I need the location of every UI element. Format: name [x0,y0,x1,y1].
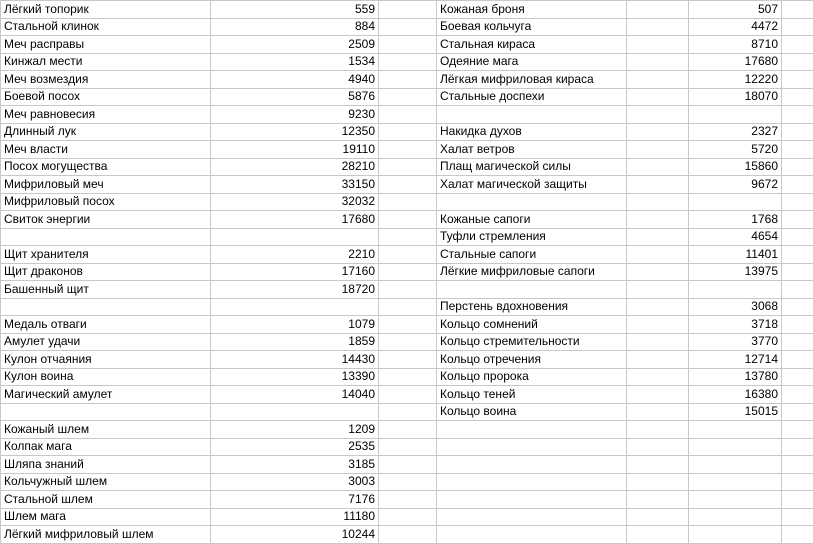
empty-cell[interactable] [627,141,689,159]
empty-cell[interactable] [627,368,689,386]
empty-cell[interactable] [782,71,813,89]
item-price-cell[interactable]: 12350 [211,123,379,141]
table-row [1,246,813,264]
item-price-cell[interactable]: 15015 [689,403,782,421]
item-price-cell[interactable]: 33150 [211,176,379,194]
empty-cell[interactable] [627,351,689,369]
empty-cell[interactable] [627,386,689,404]
table-row [1,333,813,351]
empty-cell[interactable] [627,491,689,509]
item-price-cell[interactable]: 28210 [211,158,379,176]
table-row [1,71,813,89]
item-price-cell[interactable]: 16380 [689,386,782,404]
item-price-cell[interactable]: 18070 [689,88,782,106]
empty-cell[interactable] [379,473,437,491]
empty-cell[interactable] [379,141,437,159]
item-price-cell[interactable]: 8710 [689,36,782,54]
item-name-cell[interactable] [437,491,627,509]
item-price-cell[interactable]: 13390 [211,368,379,386]
empty-cell[interactable] [782,88,813,106]
empty-cell[interactable] [627,263,689,281]
empty-cell[interactable] [782,473,813,491]
empty-cell[interactable] [627,316,689,334]
empty-cell[interactable] [627,88,689,106]
item-price-cell[interactable]: 2327 [689,123,782,141]
table-row [1,36,813,54]
item-price-cell[interactable]: 7176 [211,491,379,509]
empty-cell[interactable] [379,106,437,124]
empty-cell[interactable] [627,176,689,194]
empty-cell[interactable] [782,18,813,36]
item-name-cell[interactable] [1,228,211,246]
item-name-cell[interactable]: Стальные доспехи [437,88,627,106]
empty-cell[interactable] [782,263,813,281]
item-name-cell[interactable]: Кожаный шлем [1,421,211,439]
table-row [1,193,813,211]
table-row [1,176,813,194]
item-price-cell[interactable]: 2509 [211,36,379,54]
item-price-cell[interactable] [689,491,782,509]
empty-cell[interactable] [782,438,813,456]
item-price-cell[interactable]: 9672 [689,176,782,194]
item-price-cell[interactable] [689,508,782,526]
empty-cell[interactable] [379,438,437,456]
item-name-cell[interactable] [437,193,627,211]
item-price-cell[interactable]: 507 [689,1,782,19]
item-name-cell[interactable]: Кожаные сапоги [437,211,627,229]
table-row [1,351,813,369]
empty-cell[interactable] [782,1,813,19]
empty-cell[interactable] [782,508,813,526]
item-name-cell[interactable]: Стальная кираса [437,36,627,54]
empty-cell[interactable] [782,158,813,176]
item-price-cell[interactable]: 13975 [689,263,782,281]
item-price-cell[interactable]: 14040 [211,386,379,404]
table-row [1,526,813,544]
item-name-cell[interactable]: Щит хранителя [1,246,211,264]
empty-cell[interactable] [379,421,437,439]
empty-cell[interactable] [782,246,813,264]
item-price-cell[interactable] [689,456,782,474]
item-name-cell[interactable]: Кулон воина [1,368,211,386]
item-name-cell[interactable]: Стальные сапоги [437,246,627,264]
item-price-cell[interactable]: 19110 [211,141,379,159]
empty-cell[interactable] [379,508,437,526]
item-name-cell[interactable]: Кольцо стремительности [437,333,627,351]
item-name-cell[interactable]: Одеяние мага [437,53,627,71]
item-name-cell[interactable]: Лёгкий топорик [1,1,211,19]
empty-cell[interactable] [782,141,813,159]
table-row [1,123,813,141]
item-name-cell[interactable]: Башенный щит [1,281,211,299]
item-price-cell[interactable]: 5876 [211,88,379,106]
table-row [1,281,813,299]
item-price-cell[interactable]: 3003 [211,473,379,491]
item-price-cell[interactable]: 17680 [211,211,379,229]
item-name-cell[interactable]: Кольчужный шлем [1,473,211,491]
item-price-cell[interactable]: 3718 [689,316,782,334]
empty-cell[interactable] [627,18,689,36]
empty-cell[interactable] [379,456,437,474]
item-name-cell[interactable]: Кинжал мести [1,53,211,71]
table-row [1,211,813,229]
table-row [1,141,813,159]
item-price-cell[interactable]: 10244 [211,526,379,544]
item-price-cell[interactable]: 1768 [689,211,782,229]
item-price-cell[interactable]: 2535 [211,438,379,456]
item-name-cell[interactable]: Халат ветров [437,141,627,159]
item-name-cell[interactable] [437,438,627,456]
table-row [1,473,813,491]
empty-cell[interactable] [379,176,437,194]
item-price-cell[interactable]: 2210 [211,246,379,264]
empty-cell[interactable] [782,123,813,141]
empty-cell[interactable] [782,403,813,421]
item-price-cell[interactable]: 11180 [211,508,379,526]
empty-cell[interactable] [782,228,813,246]
empty-cell[interactable] [627,456,689,474]
table-row [1,456,813,474]
empty-cell[interactable] [627,193,689,211]
empty-cell[interactable] [379,491,437,509]
empty-cell[interactable] [782,456,813,474]
item-name-cell[interactable]: Перстень вдохновения [437,298,627,316]
empty-cell[interactable] [379,36,437,54]
item-name-cell[interactable]: Свиток энергии [1,211,211,229]
item-name-cell[interactable]: Кольцо воина [437,403,627,421]
empty-cell[interactable] [782,491,813,509]
table-row [1,386,813,404]
item-price-cell[interactable]: 884 [211,18,379,36]
item-name-cell[interactable]: Магический амулет [1,386,211,404]
item-name-cell[interactable]: Щит драконов [1,263,211,281]
item-price-cell[interactable]: 1534 [211,53,379,71]
empty-cell[interactable] [627,508,689,526]
empty-cell[interactable] [782,106,813,124]
empty-cell[interactable] [627,403,689,421]
item-name-cell[interactable]: Колпак мага [1,438,211,456]
item-price-cell[interactable] [689,526,782,544]
table-row [1,403,813,421]
item-price-cell[interactable]: 17680 [689,53,782,71]
empty-cell[interactable] [379,351,437,369]
empty-cell[interactable] [627,526,689,544]
empty-cell[interactable] [627,106,689,124]
item-price-cell[interactable]: 3770 [689,333,782,351]
empty-cell[interactable] [379,298,437,316]
item-price-cell[interactable]: 17160 [211,263,379,281]
item-price-cell[interactable]: 5720 [689,141,782,159]
empty-cell[interactable] [379,246,437,264]
empty-cell[interactable] [627,123,689,141]
empty-cell[interactable] [379,1,437,19]
empty-cell[interactable] [782,386,813,404]
empty-cell[interactable] [782,316,813,334]
item-name-cell[interactable]: Посох могущества [1,158,211,176]
table-row [1,88,813,106]
empty-cell[interactable] [379,158,437,176]
item-name-cell[interactable] [437,456,627,474]
item-price-cell[interactable] [689,438,782,456]
item-name-cell[interactable]: Кольцо отречения [437,351,627,369]
empty-cell[interactable] [782,193,813,211]
empty-cell[interactable] [379,333,437,351]
item-price-cell[interactable]: 18720 [211,281,379,299]
empty-cell[interactable] [627,211,689,229]
table-row [1,228,813,246]
item-name-cell[interactable] [437,281,627,299]
item-price-cell[interactable]: 15860 [689,158,782,176]
item-name-cell[interactable] [437,106,627,124]
item-name-cell[interactable]: Лёгкий мифриловый шлем [1,526,211,544]
item-name-cell[interactable]: Стальной шлем [1,491,211,509]
item-name-cell[interactable]: Длинный лук [1,123,211,141]
item-name-cell[interactable]: Лёгкая мифриловая кираса [437,71,627,89]
empty-cell[interactable] [379,53,437,71]
empty-cell[interactable] [782,176,813,194]
item-price-cell[interactable] [689,421,782,439]
item-name-cell[interactable]: Амулет удачи [1,333,211,351]
empty-cell[interactable] [379,386,437,404]
item-name-cell[interactable] [437,526,627,544]
item-price-cell[interactable]: 12714 [689,351,782,369]
empty-cell[interactable] [627,333,689,351]
empty-cell[interactable] [627,473,689,491]
empty-cell[interactable] [782,36,813,54]
item-name-cell[interactable]: Боевой посох [1,88,211,106]
item-price-cell[interactable]: 4940 [211,71,379,89]
table-row [1,298,813,316]
item-name-cell[interactable] [437,421,627,439]
item-price-cell[interactable] [689,106,782,124]
item-price-cell[interactable]: 3185 [211,456,379,474]
table-row [1,158,813,176]
empty-cell[interactable] [627,246,689,264]
item-price-cell[interactable]: 1859 [211,333,379,351]
item-name-cell[interactable] [1,403,211,421]
empty-cell[interactable] [379,316,437,334]
item-name-cell[interactable]: Кольцо теней [437,386,627,404]
empty-cell[interactable] [627,281,689,299]
item-name-cell[interactable]: Меч власти [1,141,211,159]
empty-cell[interactable] [379,263,437,281]
item-name-cell[interactable]: Мифриловый меч [1,176,211,194]
empty-cell[interactable] [379,71,437,89]
item-name-cell[interactable]: Кожаная броня [437,1,627,19]
item-price-cell[interactable] [211,228,379,246]
empty-cell[interactable] [627,158,689,176]
empty-cell[interactable] [379,403,437,421]
item-name-cell[interactable]: Боевая кольчуга [437,18,627,36]
item-name-cell[interactable]: Меч возмездия [1,71,211,89]
empty-cell[interactable] [627,298,689,316]
item-price-cell[interactable]: 4654 [689,228,782,246]
table-row [1,263,813,281]
empty-cell[interactable] [627,228,689,246]
empty-cell[interactable] [782,298,813,316]
item-name-cell[interactable]: Медаль отваги [1,316,211,334]
item-name-cell[interactable]: Кулон отчаяния [1,351,211,369]
table-row [1,1,813,19]
empty-cell[interactable] [782,421,813,439]
item-price-cell[interactable]: 11401 [689,246,782,264]
item-name-cell[interactable]: Меч равновесия [1,106,211,124]
table-row [1,508,813,526]
empty-cell[interactable] [627,1,689,19]
item-price-cell[interactable]: 559 [211,1,379,19]
empty-cell[interactable] [379,211,437,229]
table-row [1,368,813,386]
item-name-cell[interactable] [437,473,627,491]
empty-cell[interactable] [379,228,437,246]
empty-cell[interactable] [379,123,437,141]
table-row [1,438,813,456]
item-price-cell[interactable]: 9230 [211,106,379,124]
empty-cell[interactable] [782,368,813,386]
empty-cell[interactable] [627,421,689,439]
item-name-cell[interactable]: Накидка духов [437,123,627,141]
item-price-cell[interactable]: 13780 [689,368,782,386]
item-name-cell[interactable]: Кольцо сомнений [437,316,627,334]
table-row [1,53,813,71]
empty-cell[interactable] [627,36,689,54]
item-name-cell[interactable]: Мифриловый посох [1,193,211,211]
item-price-cell[interactable]: 14430 [211,351,379,369]
empty-cell[interactable] [379,526,437,544]
empty-cell[interactable] [379,18,437,36]
item-price-cell[interactable]: 12220 [689,71,782,89]
item-price-cell[interactable] [689,281,782,299]
item-name-cell[interactable]: Шлем мага [1,508,211,526]
item-name-cell[interactable]: Плащ магической силы [437,158,627,176]
item-name-cell[interactable]: Стальной клинок [1,18,211,36]
table-row [1,491,813,509]
item-name-cell[interactable]: Кольцо пророка [437,368,627,386]
empty-cell[interactable] [782,53,813,71]
item-name-cell[interactable] [1,298,211,316]
item-name-cell[interactable]: Халат магической защиты [437,176,627,194]
item-name-cell[interactable]: Меч расправы [1,36,211,54]
item-price-cell[interactable]: 3068 [689,298,782,316]
item-price-cell[interactable]: 1209 [211,421,379,439]
empty-cell[interactable] [627,53,689,71]
item-price-cell[interactable] [211,403,379,421]
empty-cell[interactable] [627,438,689,456]
item-name-cell[interactable] [437,508,627,526]
item-price-cell[interactable]: 4472 [689,18,782,36]
table-row [1,316,813,334]
empty-cell[interactable] [379,193,437,211]
empty-cell[interactable] [782,333,813,351]
empty-cell[interactable] [782,211,813,229]
empty-cell[interactable] [379,368,437,386]
item-name-cell[interactable]: Лёгкие мифриловые сапоги [437,263,627,281]
item-name-cell[interactable]: Туфли стремления [437,228,627,246]
item-price-cell[interactable] [211,298,379,316]
item-price-cell[interactable] [689,473,782,491]
item-price-cell[interactable]: 1079 [211,316,379,334]
item-name-cell[interactable]: Шляпа знаний [1,456,211,474]
empty-cell[interactable] [782,526,813,544]
empty-cell[interactable] [627,71,689,89]
table-row [1,421,813,439]
empty-cell[interactable] [782,351,813,369]
empty-cell[interactable] [379,281,437,299]
table-row [1,18,813,36]
empty-cell[interactable] [379,88,437,106]
item-price-cell[interactable]: 32032 [211,193,379,211]
item-price-cell[interactable] [689,193,782,211]
empty-cell[interactable] [782,281,813,299]
table-row [1,106,813,124]
